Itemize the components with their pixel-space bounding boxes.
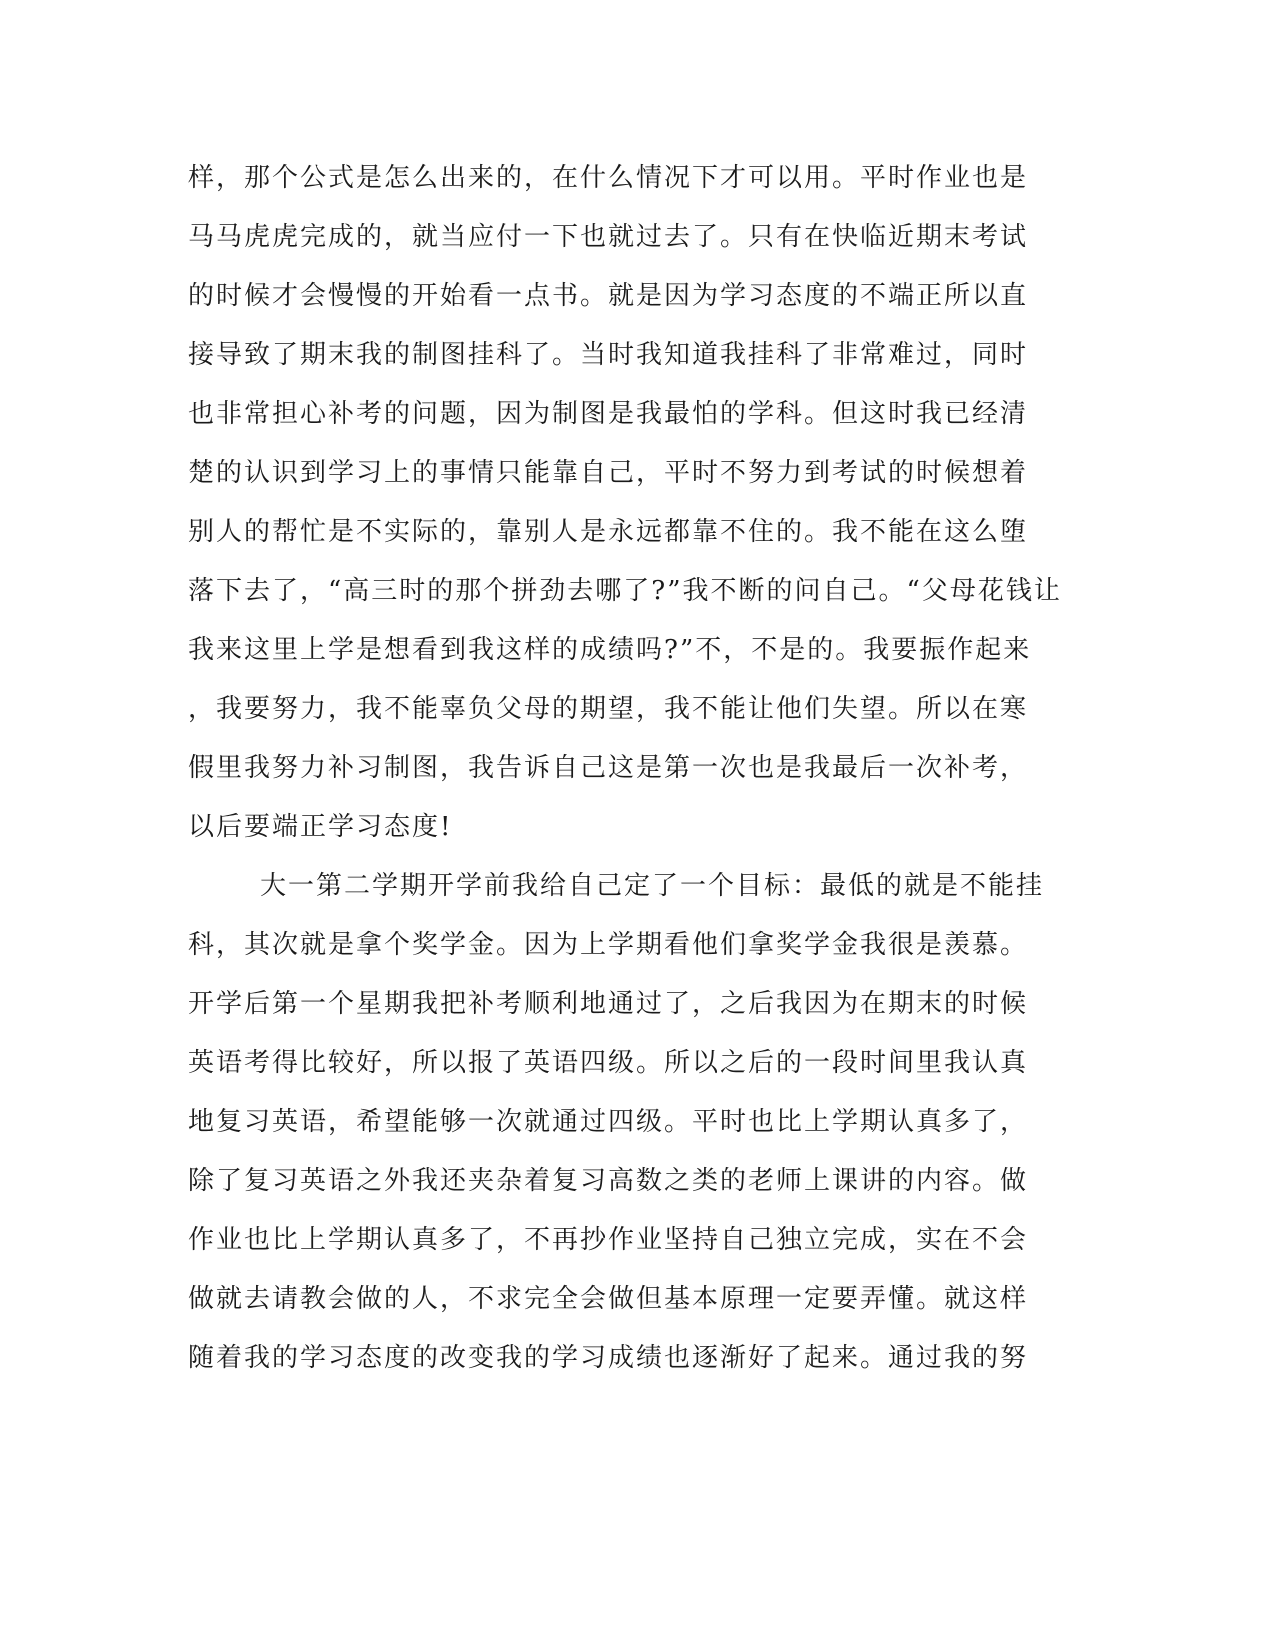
text-line: 也非常担心补考的问题，因为制图是我最怕的学科。但这时我已经清 — [188, 399, 1029, 429]
text-line: 科，其次就是拿个奖学金。因为上学期看他们拿奖学金我很是羡慕。 — [188, 930, 1029, 960]
text-line: 地复习英语，希望能够一次就通过四级。平时也比上学期认真多了， — [188, 1107, 1029, 1137]
text-line: 的时候才会慢慢的开始看一点书。就是因为学习态度的不端正所以直 — [188, 281, 1029, 311]
text-line: 楚的认识到学习上的事情只能靠自己，平时不努力到考试的时候想着 — [188, 458, 1029, 488]
text-line: 随着我的学习态度的改变我的学习成绩也逐渐好了起来。通过我的努 — [188, 1343, 1029, 1373]
text-line: ，我要努力，我不能辜负父母的期望，我不能让他们失望。所以在寒 — [188, 694, 1029, 724]
text-line: 以后要端正学习态度! — [188, 812, 453, 842]
text-line: 我来这里上学是想看到我这样的成绩吗?”不，不是的。我要振作起来 — [188, 635, 1032, 665]
text-line: 别人的帮忙是不实际的，靠别人是永远都靠不住的。我不能在这么堕 — [188, 517, 1029, 547]
text-line: 样，那个公式是怎么出来的，在什么情况下才可以用。平时作业也是 — [188, 163, 1029, 193]
text-line: 除了复习英语之外我还夹杂着复习高数之类的老师上课讲的内容。做 — [188, 1166, 1029, 1196]
text-line: 马马虎虎完成的，就当应付一下也就过去了。只有在快临近期末考试 — [188, 222, 1029, 252]
text-line: 假里我努力补习制图，我告诉自己这是第一次也是我最后一次补考， — [188, 753, 1029, 783]
text-line: 作业也比上学期认真多了，不再抄作业坚持自己独立完成，实在不会 — [188, 1225, 1029, 1255]
text-line: 做就去请教会做的人，不求完全会做但基本原理一定要弄懂。就这样 — [188, 1284, 1029, 1314]
text-line: 英语考得比较好，所以报了英语四级。所以之后的一段时间里我认真 — [188, 1048, 1029, 1078]
paragraph-start-line: 大一第二学期开学前我给自己定了一个目标：最低的就是不能挂 — [260, 871, 1045, 901]
text-line: 开学后第一个星期我把补考顺利地通过了，之后我因为在期末的时候 — [188, 989, 1029, 1019]
text-line: 接导致了期末我的制图挂科了。当时我知道我挂科了非常难过，同时 — [188, 340, 1029, 370]
text-line: 落下去了，“高三时的那个拼劲去哪了?”我不断的问自己。“父母花钱让 — [188, 576, 1062, 606]
